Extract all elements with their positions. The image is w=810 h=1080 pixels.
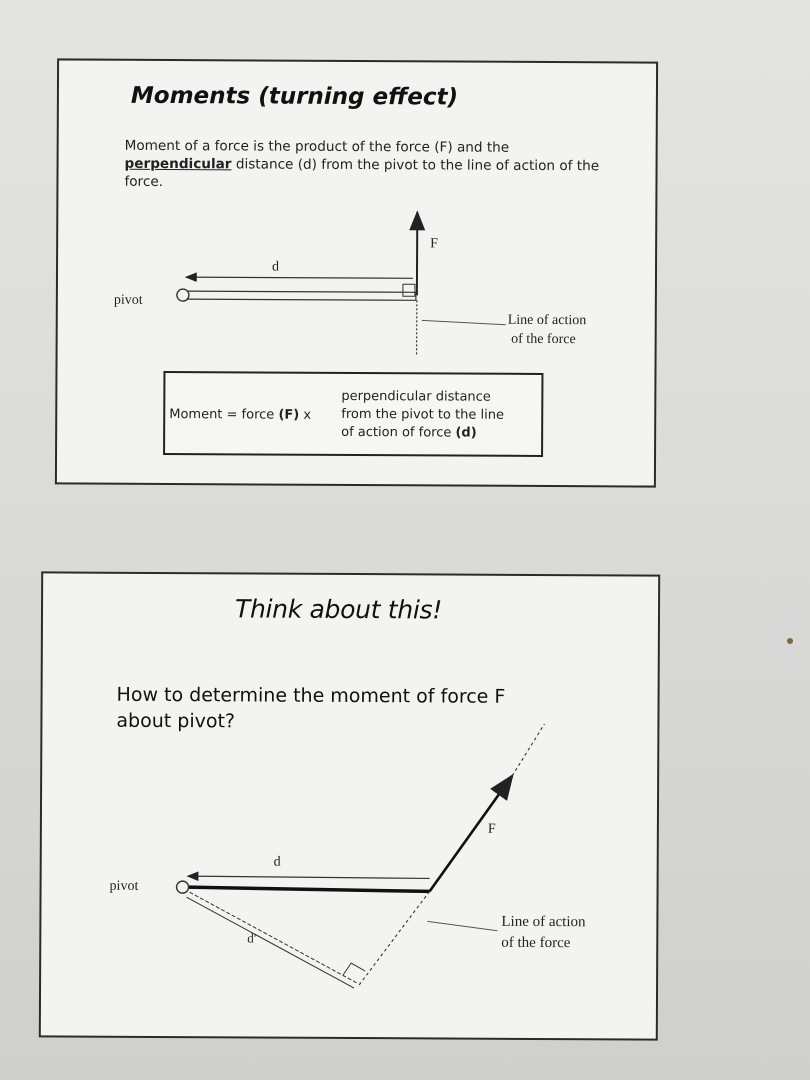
- formula-right: [341, 388, 541, 443]
- leader-line: [422, 320, 506, 324]
- slide2-title: Think about this!: [234, 594, 443, 625]
- moment-diagram-angled: [41, 573, 662, 1042]
- formula-left-bold: (F): [278, 407, 300, 423]
- line-of-action-label: [508, 311, 587, 349]
- line-of-action-line2: of the force: [511, 331, 576, 348]
- definition-emphasis: perpendicular: [124, 155, 232, 173]
- formula-box: [163, 371, 543, 457]
- line-of-action-upper: [512, 724, 544, 776]
- definition-pre: Moment of a force is the product of the force (F) and the: [124, 137, 510, 156]
- pivot-circle: [177, 881, 189, 893]
- paper-speck: [787, 638, 793, 644]
- perp-distance-label: d': [247, 930, 257, 946]
- line-of-action-lower: [359, 891, 429, 985]
- line-of-action-line1: Line of action: [501, 913, 586, 931]
- formula-right-line2: from the pivot to the line: [341, 406, 504, 423]
- line-of-action-line2: of the force: [501, 934, 571, 952]
- slide-moments: [55, 58, 658, 487]
- formula-left-pre: Moment = force: [169, 407, 279, 423]
- pivot-label: pivot: [109, 878, 139, 894]
- distance-label: d: [273, 854, 281, 870]
- formula-right-bold: (d): [455, 425, 477, 441]
- distance-label: d: [271, 259, 280, 275]
- right-angle-marker: [343, 963, 365, 975]
- formula-left: [169, 407, 311, 423]
- distance-arrow: [186, 277, 413, 278]
- formula-right-line3: of action of force: [341, 424, 456, 441]
- slide-think-about-this: [39, 571, 660, 1040]
- formula-left-post: x: [299, 407, 312, 423]
- definition-post: distance (d) from the pivot to the line of action of the force.: [124, 156, 600, 190]
- force-arrow: [430, 775, 513, 891]
- perp-distance-line-a: [189, 892, 357, 983]
- perp-distance-line-b: [186, 897, 354, 988]
- force-label: F: [487, 821, 496, 837]
- question-line2: about pivot?: [116, 709, 236, 733]
- pivot-circle: [177, 289, 189, 301]
- distance-arrow: [188, 876, 430, 878]
- line-of-action-line1: Line of action: [507, 312, 587, 329]
- question-line1: How to determine the moment of force F: [116, 683, 506, 708]
- slide1-title: Moments (turning effect): [130, 82, 459, 111]
- lever-bar: [188, 291, 416, 300]
- leader-line: [427, 921, 497, 930]
- pivot-label: pivot: [113, 292, 143, 308]
- formula-right-line1: perpendicular distance: [341, 388, 491, 405]
- force-label: F: [430, 236, 438, 252]
- right-angle-marker: [403, 284, 415, 296]
- line-of-action-label: [501, 912, 585, 954]
- lever-bar: [188, 887, 430, 891]
